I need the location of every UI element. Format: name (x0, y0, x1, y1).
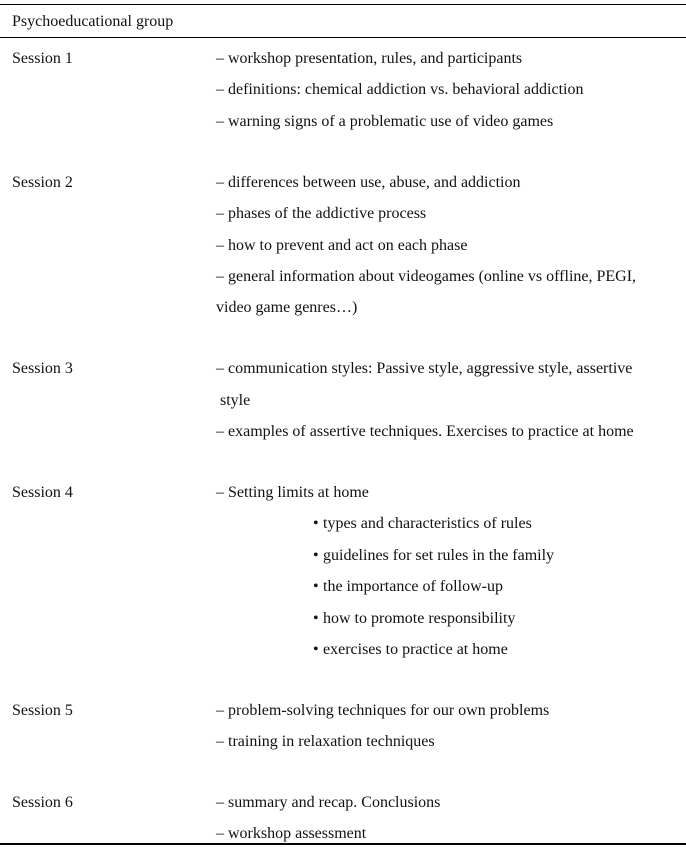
session-1-line: – warning signs of a problematic use of video games (216, 113, 554, 130)
session-3-line: – examples of assertive techniques. Exercises to practice at home (216, 423, 634, 440)
bullet-icon: • (313, 641, 319, 658)
session-2-line: video game genres…) (216, 299, 358, 316)
session-2-line: – how to prevent and act on each phase (216, 237, 468, 254)
session-1-line: – definitions: chemical addiction vs. behavioral addiction (216, 81, 584, 98)
session-4-line: – Setting limits at home (216, 484, 369, 501)
table-top-rule (0, 4, 686, 5)
session-4-bullet-item (313, 515, 532, 533)
session-5-line: – training in relaxation techniques (216, 733, 435, 750)
bullet-icon: • (313, 578, 319, 595)
session-3-label: Session 3 (12, 360, 73, 377)
session-6-line: – workshop assessment (216, 825, 367, 842)
session-4-bullet-item (313, 578, 503, 596)
bullet-icon: • (313, 610, 319, 627)
session-4-bullet-item (313, 610, 515, 628)
table-bottom-rule (0, 843, 686, 845)
session-4-label: Session 4 (12, 484, 73, 501)
bullet-text: guidelines for set rules in the family (323, 547, 555, 564)
session-2-label: Session 2 (12, 174, 73, 191)
bullet-text: how to promote responsibility (323, 610, 516, 627)
session-5-label: Session 5 (12, 702, 73, 719)
session-2-line: – general information about videogames (online vs offline, PEGI, (216, 268, 637, 285)
session-5-line: – problem-solving techniques for our own problems (216, 702, 550, 719)
bullet-text: exercises to practice at home (323, 641, 508, 658)
session-3-line: – communication styles: Passive style, aggressive style, assertive (216, 360, 633, 377)
session-3-line: style (220, 392, 251, 409)
session-4-bullet-item (313, 547, 554, 565)
bullet-text: the importance of follow-up (323, 578, 503, 595)
session-4-bullet-item (313, 641, 508, 659)
table-header: Psychoeducational group (12, 13, 174, 30)
header-rule (0, 37, 686, 38)
session-2-line: – differences between use, abuse, and addiction (216, 174, 521, 191)
session-6-line: – summary and recap. Conclusions (216, 794, 441, 811)
bullet-icon: • (313, 547, 319, 564)
bullet-icon: • (313, 515, 319, 532)
bullet-text: types and characteristics of rules (323, 515, 532, 532)
session-1-line: – workshop presentation, rules, and participants (216, 50, 523, 67)
session-6-label: Session 6 (12, 794, 73, 811)
session-1-label: Session 1 (12, 50, 73, 67)
session-2-line: – phases of the addictive process (216, 205, 427, 222)
